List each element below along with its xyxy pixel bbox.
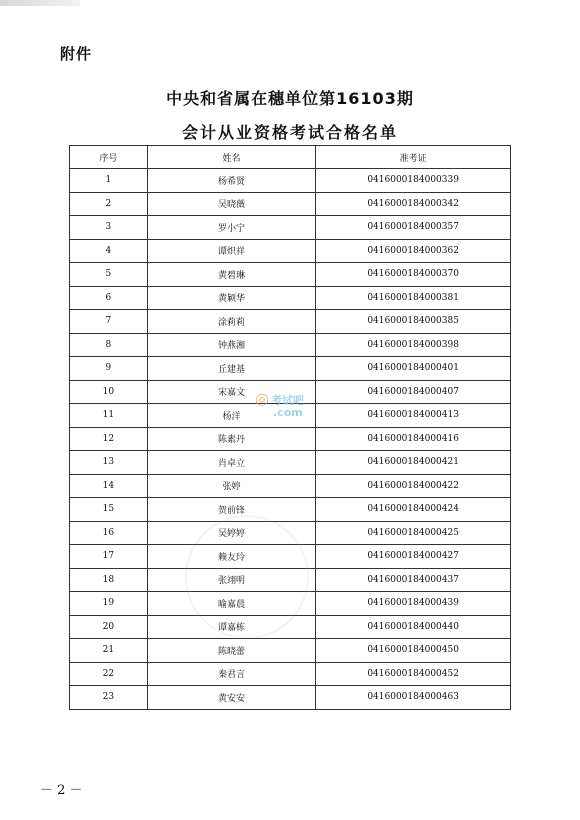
ticket-number-cell: 0416000184000425 <box>316 521 511 545</box>
name-cell: 黄碧琳 <box>147 263 316 287</box>
watermark-logo-icon: ◎ <box>255 389 269 408</box>
name-cell: 贺前锋 <box>147 498 316 522</box>
serial-cell: 18 <box>70 568 148 592</box>
table-body <box>70 169 511 710</box>
name-cell: 喻嘉晨 <box>147 592 316 616</box>
serial-cell: 14 <box>70 474 148 498</box>
faint-stamp <box>185 515 309 639</box>
ticket-number-cell: 0416000184000385 <box>316 310 511 334</box>
table-row <box>70 474 511 498</box>
document-title-line1: 中央和省属在穗单位第16103期 <box>166 89 414 108</box>
column-header-serial: 序号 <box>70 146 148 169</box>
ticket-number-cell: 0416000184000424 <box>316 498 511 522</box>
table-row <box>70 357 511 381</box>
table-header-row <box>70 146 511 169</box>
serial-cell: 16 <box>70 521 148 545</box>
name-cell: 陈素丹 <box>147 427 316 451</box>
name-cell: 丘建基 <box>147 357 316 381</box>
serial-cell: 22 <box>70 662 148 686</box>
serial-cell: 10 <box>70 380 148 404</box>
table-row <box>70 216 511 240</box>
table-row <box>70 192 511 216</box>
ticket-number-cell: 0416000184000437 <box>316 568 511 592</box>
watermark-text-line1: 考试吧 <box>270 394 304 407</box>
scan-edge-mark <box>0 0 80 6</box>
serial-cell: 20 <box>70 615 148 639</box>
table-row <box>70 169 511 193</box>
serial-cell: 21 <box>70 639 148 663</box>
ticket-number-cell: 0416000184000427 <box>316 545 511 569</box>
name-cell: 陈晓蕾 <box>147 639 316 663</box>
serial-cell: 4 <box>70 239 148 263</box>
table-row <box>70 333 511 357</box>
name-cell: 吴婷婷 <box>147 521 316 545</box>
table-row <box>70 310 511 334</box>
table-row <box>70 639 511 663</box>
table-row <box>70 263 511 287</box>
ticket-number-cell: 0416000184000401 <box>316 357 511 381</box>
serial-cell: 8 <box>70 333 148 357</box>
serial-cell: 19 <box>70 592 148 616</box>
name-cell: 宋嘉文 <box>147 380 316 404</box>
attachment-label: 附件 <box>60 45 93 63</box>
serial-cell: 11 <box>70 404 148 428</box>
ticket-number-cell: 0416000184000439 <box>316 592 511 616</box>
name-cell: 黄安安 <box>147 686 316 710</box>
name-cell: 涂莉莉 <box>147 310 316 334</box>
serial-cell: 5 <box>70 263 148 287</box>
name-cell: 谭嘉栋 <box>147 615 316 639</box>
ticket-number-cell: 0416000184000407 <box>316 380 511 404</box>
table-row <box>70 451 511 475</box>
serial-cell: 3 <box>70 216 148 240</box>
name-cell: 钟燕湘 <box>147 333 316 357</box>
table-row <box>70 662 511 686</box>
ticket-number-cell: 0416000184000416 <box>316 427 511 451</box>
serial-cell: 13 <box>70 451 148 475</box>
name-cell: 吴晓薇 <box>147 192 316 216</box>
ticket-number-cell: 0416000184000339 <box>316 169 511 193</box>
serial-cell: 17 <box>70 545 148 569</box>
name-cell: 罗小宁 <box>147 216 316 240</box>
name-cell: 赖友玲 <box>147 545 316 569</box>
serial-cell: 7 <box>70 310 148 334</box>
serial-cell: 1 <box>70 169 148 193</box>
ticket-number-cell: 0416000184000452 <box>316 662 511 686</box>
site-watermark <box>255 389 304 419</box>
serial-cell: 15 <box>70 498 148 522</box>
name-cell: 杨洋 <box>147 404 316 428</box>
serial-cell: 6 <box>70 286 148 310</box>
ticket-number-cell: 0416000184000422 <box>316 474 511 498</box>
column-header-ticket: 准考证 <box>316 146 511 169</box>
serial-cell: 23 <box>70 686 148 710</box>
name-cell: 杨希贤 <box>147 169 316 193</box>
table-row <box>70 686 511 710</box>
ticket-number-cell: 0416000184000381 <box>316 286 511 310</box>
name-cell: 黄颖华 <box>147 286 316 310</box>
ticket-number-cell: 0416000184000463 <box>316 686 511 710</box>
table-row <box>70 498 511 522</box>
page-number: － 2 － <box>40 783 83 798</box>
watermark-text-line2: .com <box>273 406 303 419</box>
table-row <box>70 239 511 263</box>
name-cell: 谭炽祥 <box>147 239 316 263</box>
ticket-number-cell: 0416000184000362 <box>316 239 511 263</box>
ticket-number-cell: 0416000184000370 <box>316 263 511 287</box>
document-title-line2: 会计从业资格考试合格名单 <box>181 123 398 142</box>
ticket-number-cell: 0416000184000357 <box>316 216 511 240</box>
name-cell: 肖卓立 <box>147 451 316 475</box>
name-cell: 张婷 <box>147 474 316 498</box>
column-header-name: 姓名 <box>147 146 316 169</box>
name-cell: 秦君言 <box>147 662 316 686</box>
ticket-number-cell: 0416000184000440 <box>316 615 511 639</box>
table-row <box>70 427 511 451</box>
table-row <box>70 286 511 310</box>
ticket-number-cell: 0416000184000342 <box>316 192 511 216</box>
name-cell: 张翊明 <box>147 568 316 592</box>
serial-cell: 9 <box>70 357 148 381</box>
qualified-list-table <box>69 145 511 710</box>
ticket-number-cell: 0416000184000421 <box>316 451 511 475</box>
ticket-number-cell: 0416000184000398 <box>316 333 511 357</box>
ticket-number-cell: 0416000184000450 <box>316 639 511 663</box>
serial-cell: 2 <box>70 192 148 216</box>
serial-cell: 12 <box>70 427 148 451</box>
ticket-number-cell: 0416000184000413 <box>316 404 511 428</box>
